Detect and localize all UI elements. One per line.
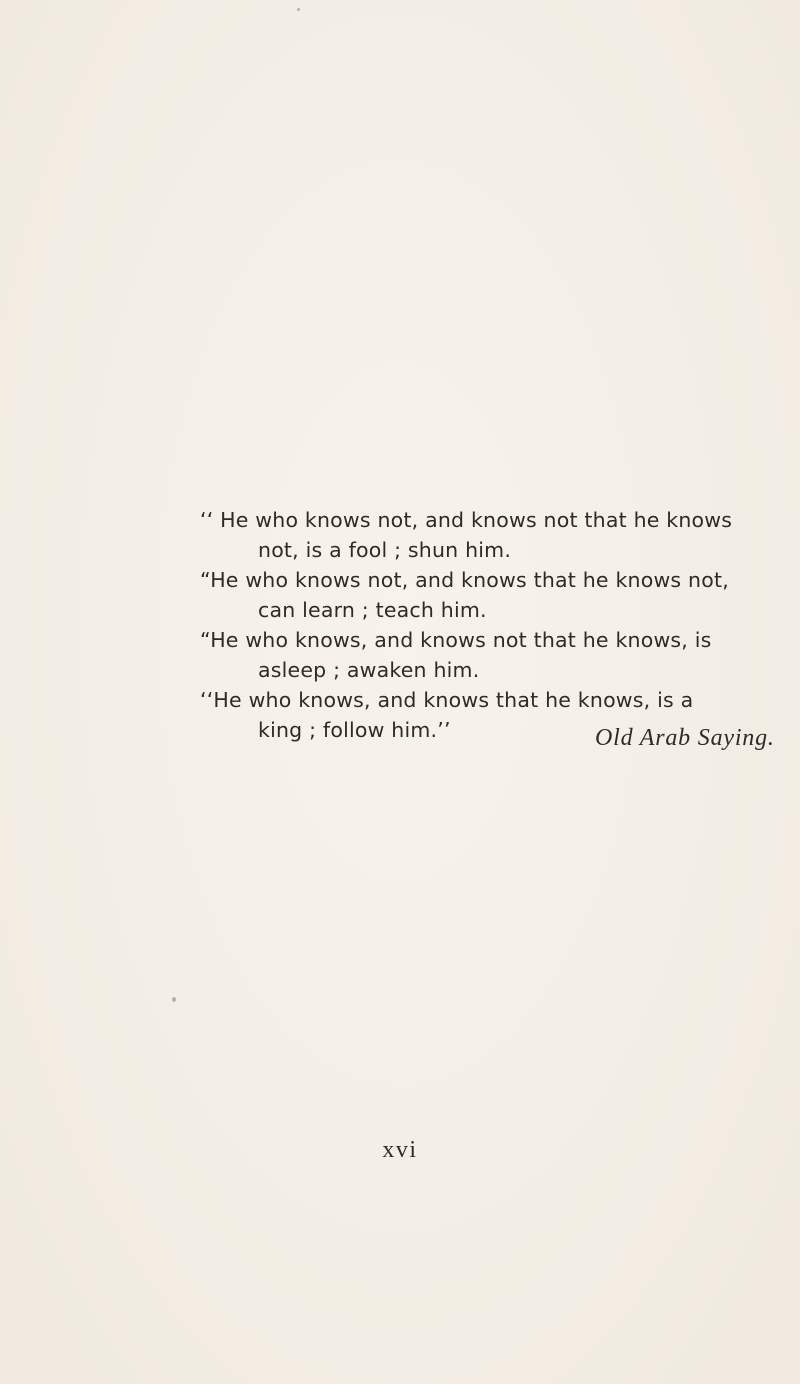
- quote-line: asleep ; awaken him.: [258, 658, 480, 682]
- quote-line: king ; follow him.’’: [258, 718, 451, 742]
- page-number: xvi: [382, 1137, 418, 1163]
- paper-speck: [172, 997, 176, 1002]
- quote-line: “He who knows, and knows not that he knows, is: [200, 628, 712, 652]
- quote-line: ‘‘He who knows, and knows that he knows, is a: [200, 688, 694, 712]
- quote-line: can learn ; teach him.: [258, 598, 487, 622]
- epigraph-attribution: Old Arab Saying.: [595, 725, 775, 751]
- paper-speck: [297, 8, 300, 11]
- epigraph-quote: [200, 505, 780, 745]
- quote-line: not, is a fool ; shun him.: [258, 538, 512, 562]
- quote-line: ‘‘ He who knows not, and knows not that he knows: [200, 508, 733, 532]
- quote-line: “He who knows not, and knows that he knows not,: [200, 568, 729, 592]
